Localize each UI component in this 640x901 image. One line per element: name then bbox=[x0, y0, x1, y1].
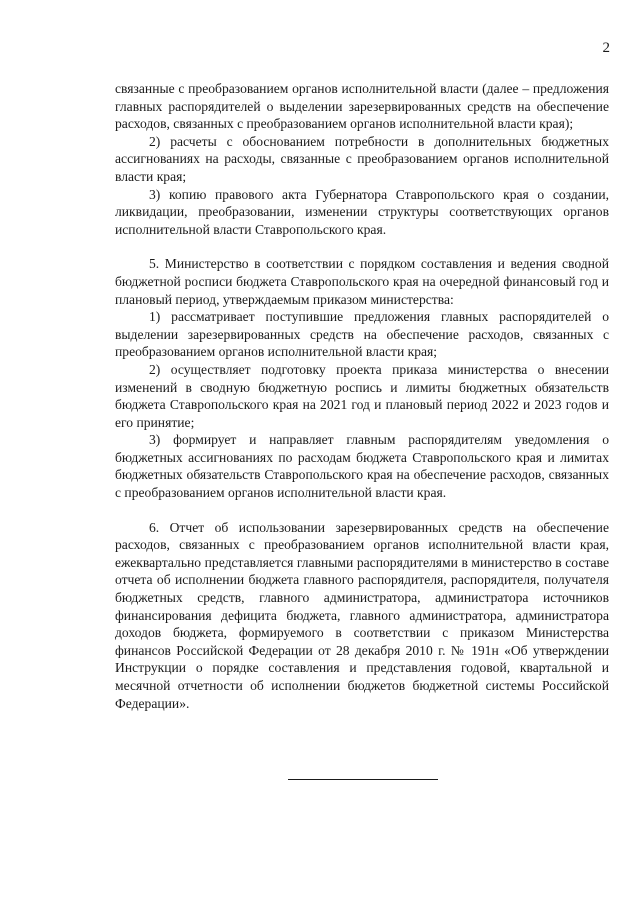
list-item-2: 2) расчеты с обоснованием потребности в дополнительных бюджетных ассигнованиях на расходы, связанные с преобразованием органов исполнительной власти края; bbox=[115, 133, 609, 184]
list-item-3: 3) копию правового акта Губернатора Ставропольского края о создании, ликвидации, преобразовании, изменении структуры соответствующих органов исполнительной власти Ставропольского края. bbox=[115, 186, 609, 237]
section-5-item-3: 3) формирует и направляет главным распорядителям уведомления о бюджетных ассигнованиях по расходам бюджета Ставропольского края и лимитах бюджетных обязательств Ставропольского края на обеспечение расходов, связанных с преобразованием органов исполнительной власти края. bbox=[115, 432, 609, 501]
page-number: 2 bbox=[602, 40, 610, 56]
paragraph-continuation: связанные с преобразованием органов исполнительной власти (далее – предложения главных распорядителей о выделении зарезервированных средств на обеспечение расходов, связанных с преобразованием органов исполнительной власти края); bbox=[115, 81, 609, 132]
end-separator-line bbox=[288, 779, 438, 780]
section-6: 6. Отчет об использовании зарезервированных средств на обеспечение расходов, связанных с преобразованием органов исполнительной власти края, ежеквартально представляется главными распорядителями в министерство в составе отчета об исполнении бюджета главного распорядителя, распорядителя, получателя бюджетных средств, главного администратора, администратора источников финансирования дефицита бюджета, главного администратора, администратора доходов бюджета, формируемого в соответствии с приказом Министерства финансов Российской Федерации от 28 декабря 2010 г. № 191н «Об утверждении Инструкции о порядке составления и представления годовой, квартальной и месячной отчетности об исполнении бюджетов бюджетной системы Российской Федерации». bbox=[115, 519, 609, 711]
document-body bbox=[115, 80, 609, 712]
section-5-item-2: 2) осуществляет подготовку проекта приказа министерства о внесении изменений в сводную бюджетную роспись и лимиты бюджетных обязательств бюджета Ставропольского края на 2021 год и плановый период 2022 и 2023 годов и его принятие; bbox=[115, 361, 609, 430]
section-5-item-1: 1) рассматривает поступившие предложения главных распорядителей о выделении зарезервированных средств на обеспечение расходов, связанных с преобразованием органов исполнительной власти края; bbox=[115, 309, 609, 360]
section-5-intro: 5. Министерство в соответствии с порядком составления и ведения сводной бюджетной росписи бюджета Ставропольского края на очередной финансовый год и плановый период, утверждаемым приказом министерства: bbox=[115, 256, 609, 307]
